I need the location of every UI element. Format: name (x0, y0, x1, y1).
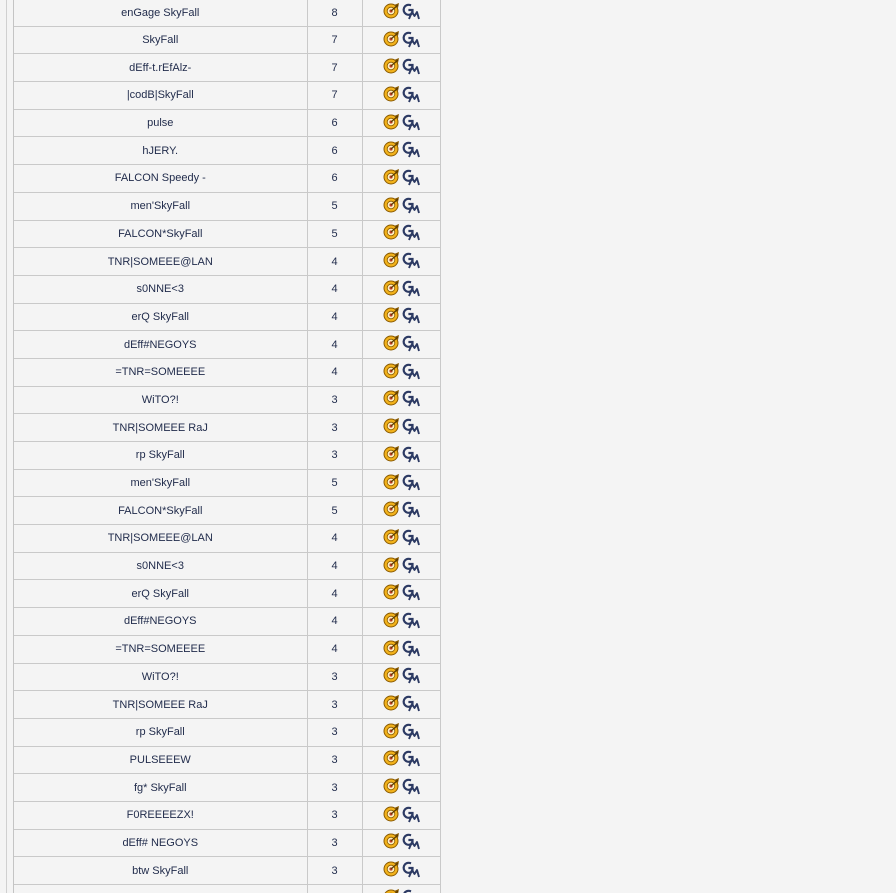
player-name-cell (14, 248, 307, 276)
gamemonitor-icon[interactable] (402, 528, 420, 546)
player-name[interactable]: =TNR=SOMEEEE (115, 366, 206, 379)
gamemonitor-icon[interactable] (402, 722, 420, 740)
actions-cell (362, 414, 440, 442)
gamemonitor-icon[interactable] (402, 500, 420, 518)
actions-cell (362, 331, 440, 359)
player-name[interactable]: enGage SkyFall (121, 6, 200, 19)
frame-border-outer (6, 0, 7, 893)
table-row (14, 774, 440, 802)
player-name[interactable]: dEff# NEGOYS (122, 836, 199, 849)
row-action-icons (383, 694, 420, 712)
score-cell: 4 (307, 635, 362, 663)
actions-cell (362, 718, 440, 746)
player-name-cell (14, 608, 307, 636)
row-action-icons (383, 749, 420, 767)
actions-cell (362, 635, 440, 663)
score-cell: 6 (307, 165, 362, 193)
player-name-cell (14, 386, 307, 414)
table-row (14, 165, 440, 193)
actions-cell (362, 220, 440, 248)
player-stats-icon[interactable] (383, 85, 401, 103)
row-action-icons (383, 860, 420, 878)
actions-cell (362, 608, 440, 636)
player-name-cell (14, 691, 307, 719)
gamemonitor-icon[interactable] (402, 473, 420, 491)
player-name-cell (14, 718, 307, 746)
table-row (14, 691, 440, 719)
score-cell: 5 (307, 497, 362, 525)
row-action-icons (383, 473, 420, 491)
player-stats-icon[interactable] (383, 722, 401, 740)
gamemonitor-icon[interactable] (402, 749, 420, 767)
player-name-cell (14, 885, 307, 893)
score-cell: 3 (307, 663, 362, 691)
actions-cell (362, 774, 440, 802)
actions-cell (362, 82, 440, 110)
row-action-icons (383, 639, 420, 657)
score-cell: 7 (307, 26, 362, 54)
table-row (14, 552, 440, 580)
score-cell: 3 (307, 801, 362, 829)
table-row (14, 358, 440, 386)
gamemonitor-icon[interactable] (402, 860, 420, 878)
table-row (14, 663, 440, 691)
actions-cell (362, 885, 440, 893)
row-action-icons (383, 805, 420, 823)
gamemonitor-icon[interactable] (402, 168, 420, 186)
player-stats-icon[interactable] (383, 528, 401, 546)
actions-cell (362, 303, 440, 331)
player-name[interactable]: s0NNE<3 (136, 560, 184, 573)
table-row (14, 275, 440, 303)
player-name-cell (14, 358, 307, 386)
row-action-icons (383, 611, 420, 629)
gamemonitor-icon[interactable] (402, 417, 420, 435)
row-action-icons (383, 556, 420, 574)
table-row (14, 137, 440, 165)
gamemonitor-icon[interactable] (402, 445, 420, 463)
row-action-icons (383, 196, 420, 214)
player-name[interactable]: TNR|SOMEEE@LAN (107, 255, 213, 268)
gamemonitor-icon[interactable] (402, 389, 420, 407)
actions-cell (362, 275, 440, 303)
player-name[interactable]: WiTO?! (141, 670, 179, 683)
table-row (14, 497, 440, 525)
player-name-cell (14, 82, 307, 110)
player-name-cell (14, 746, 307, 774)
actions-cell (362, 386, 440, 414)
player-stats-icon[interactable] (383, 445, 401, 463)
player-stats-icon[interactable] (383, 666, 401, 684)
player-name-cell (14, 331, 307, 359)
player-name[interactable]: dEff#NEGOYS (123, 615, 197, 628)
player-stats-icon[interactable] (383, 334, 401, 352)
score-cell: 4 (307, 525, 362, 553)
gamemonitor-icon[interactable] (402, 362, 420, 380)
actions-cell (362, 552, 440, 580)
row-action-icons (383, 306, 420, 324)
row-action-icons (383, 777, 420, 795)
player-stats-icon[interactable] (383, 888, 401, 893)
player-name[interactable]: s0NNE<3 (136, 283, 184, 296)
player-name[interactable]: TNR|SOMEEE RaJ (112, 698, 208, 711)
gamemonitor-icon[interactable] (402, 85, 420, 103)
player-name-cell (14, 580, 307, 608)
row-action-icons (383, 888, 420, 893)
score-cell: 5 (307, 469, 362, 497)
gamemonitor-icon[interactable] (402, 832, 420, 850)
player-name[interactable]: btw SkyFall (132, 864, 189, 877)
player-stats-icon[interactable] (383, 417, 401, 435)
player-name-cell (14, 497, 307, 525)
table-row (14, 0, 440, 26)
score-cell: 3 (307, 774, 362, 802)
row-action-icons (383, 223, 420, 241)
score-cell: 5 (307, 192, 362, 220)
player-name-cell (14, 663, 307, 691)
player-name-cell (14, 469, 307, 497)
row-action-icons (383, 666, 420, 684)
actions-cell (362, 663, 440, 691)
gamemonitor-icon[interactable] (402, 113, 420, 131)
row-action-icons (383, 168, 420, 186)
player-name-cell (14, 0, 307, 26)
table-row (14, 801, 440, 829)
actions-cell (362, 469, 440, 497)
player-stats-icon[interactable] (383, 500, 401, 518)
row-action-icons (383, 334, 420, 352)
table-row (14, 54, 440, 82)
actions-cell (362, 137, 440, 165)
gamemonitor-icon[interactable] (402, 223, 420, 241)
player-stats-icon[interactable] (383, 639, 401, 657)
player-stats-icon[interactable] (383, 777, 401, 795)
player-stats-icon[interactable] (383, 251, 401, 269)
score-cell: 3 (307, 857, 362, 885)
player-name[interactable]: FALCON*SkyFall (118, 227, 203, 240)
score-cell: 7 (307, 54, 362, 82)
gamemonitor-icon[interactable] (402, 556, 420, 574)
ranking-table-container (14, 0, 440, 893)
score-cell: 4 (307, 580, 362, 608)
player-name-cell (14, 303, 307, 331)
player-stats-icon[interactable] (383, 694, 401, 712)
gamemonitor-icon[interactable] (402, 57, 420, 75)
gamemonitor-icon[interactable] (402, 2, 420, 20)
player-name-cell (14, 801, 307, 829)
gamemonitor-icon[interactable] (402, 196, 420, 214)
player-stats-icon[interactable] (383, 168, 401, 186)
player-name-cell (14, 525, 307, 553)
score-cell: 4 (307, 608, 362, 636)
score-cell: 8 (307, 0, 362, 26)
player-name-cell (14, 137, 307, 165)
player-name[interactable]: SkyFall (142, 34, 179, 47)
player-name[interactable]: FALCON*SkyFall (118, 504, 203, 517)
row-action-icons (383, 251, 420, 269)
gamemonitor-icon[interactable] (402, 306, 420, 324)
score-cell: 6 (307, 109, 362, 137)
actions-cell (362, 165, 440, 193)
table-row (14, 109, 440, 137)
player-name[interactable]: F0REEEEZX! (126, 809, 194, 822)
table-row (14, 746, 440, 774)
player-stats-icon[interactable] (383, 362, 401, 380)
player-name-cell (14, 26, 307, 54)
actions-cell (362, 192, 440, 220)
player-name[interactable]: hJERY. (142, 144, 179, 157)
row-action-icons (383, 445, 420, 463)
table-row (14, 718, 440, 746)
player-name-cell (14, 220, 307, 248)
player-stats-icon[interactable] (383, 279, 401, 297)
player-stats-icon[interactable] (383, 306, 401, 324)
player-stats-icon[interactable] (383, 805, 401, 823)
row-action-icons (383, 389, 420, 407)
player-name[interactable]: |codB|SkyFall (126, 89, 194, 102)
player-name[interactable]: men'SkyFall (130, 477, 191, 490)
player-name[interactable]: erQ SkyFall (131, 587, 189, 600)
player-name[interactable]: pulse (147, 117, 174, 130)
actions-cell (362, 829, 440, 857)
row-action-icons (383, 528, 420, 546)
player-name-cell (14, 165, 307, 193)
table-row (14, 525, 440, 553)
player-name-cell (14, 829, 307, 857)
actions-cell (362, 857, 440, 885)
table-row (14, 885, 440, 893)
gamemonitor-icon[interactable] (402, 639, 420, 657)
gamemonitor-icon[interactable] (402, 279, 420, 297)
ranking-table-body (14, 0, 440, 893)
player-stats-icon[interactable] (383, 556, 401, 574)
score-cell: 6 (307, 137, 362, 165)
row-action-icons (383, 113, 420, 131)
score-cell: 4 (307, 303, 362, 331)
gamemonitor-icon[interactable] (402, 694, 420, 712)
score-cell: 4 (307, 275, 362, 303)
score-cell: 5 (307, 220, 362, 248)
row-action-icons (383, 417, 420, 435)
player-name-cell (14, 192, 307, 220)
gamemonitor-icon[interactable] (402, 611, 420, 629)
player-name[interactable]: dEff-t.rEfAlz- (129, 61, 192, 74)
player-stats-icon[interactable] (383, 832, 401, 850)
score-cell: 4 (307, 552, 362, 580)
actions-cell (362, 26, 440, 54)
player-stats-icon[interactable] (383, 2, 401, 20)
score-cell: 7 (307, 82, 362, 110)
gamemonitor-icon[interactable] (402, 30, 420, 48)
actions-cell (362, 0, 440, 26)
table-row (14, 469, 440, 497)
player-stats-icon[interactable] (383, 140, 401, 158)
row-action-icons (383, 85, 420, 103)
player-name-cell (14, 442, 307, 470)
ranking-table (14, 0, 441, 893)
score-cell: 4 (307, 248, 362, 276)
player-name-cell (14, 774, 307, 802)
player-name-cell (14, 857, 307, 885)
actions-cell (362, 801, 440, 829)
player-name-cell (14, 275, 307, 303)
player-name-cell (14, 552, 307, 580)
player-name[interactable]: TNR|SOMEEE RaJ (112, 421, 208, 434)
actions-cell (362, 691, 440, 719)
player-name-cell (14, 414, 307, 442)
actions-cell (362, 358, 440, 386)
player-stats-icon[interactable] (383, 30, 401, 48)
row-action-icons (383, 832, 420, 850)
row-action-icons (383, 722, 420, 740)
table-row (14, 331, 440, 359)
score-cell: 3 (307, 718, 362, 746)
score-cell: 3 (307, 386, 362, 414)
score-cell: 4 (307, 358, 362, 386)
player-stats-icon[interactable] (383, 113, 401, 131)
gamemonitor-icon[interactable] (402, 334, 420, 352)
row-action-icons (383, 30, 420, 48)
gamemonitor-icon[interactable] (402, 140, 420, 158)
score-cell: 3 (307, 414, 362, 442)
player-name[interactable]: TNR|SOMEEE@LAN (107, 532, 213, 545)
score-cell (307, 885, 362, 893)
table-row (14, 192, 440, 220)
player-name-cell (14, 635, 307, 663)
actions-cell (362, 746, 440, 774)
player-name-cell (14, 54, 307, 82)
gamemonitor-icon[interactable] (402, 251, 420, 269)
score-cell: 4 (307, 331, 362, 359)
score-cell: 3 (307, 442, 362, 470)
player-stats-icon[interactable] (383, 860, 401, 878)
gamemonitor-icon[interactable] (402, 888, 420, 893)
table-row (14, 414, 440, 442)
player-stats-icon[interactable] (383, 389, 401, 407)
player-stats-icon[interactable] (383, 57, 401, 75)
row-action-icons (383, 500, 420, 518)
gamemonitor-icon[interactable] (402, 805, 420, 823)
player-stats-icon[interactable] (383, 749, 401, 767)
row-action-icons (383, 583, 420, 601)
table-row (14, 82, 440, 110)
row-action-icons (383, 140, 420, 158)
player-name[interactable]: erQ SkyFall (131, 310, 189, 323)
player-name[interactable]: dEff#NEGOYS (123, 338, 197, 351)
player-stats-icon[interactable] (383, 583, 401, 601)
actions-cell (362, 54, 440, 82)
player-name[interactable]: WiTO?! (141, 393, 179, 406)
score-cell: 3 (307, 746, 362, 774)
table-row (14, 442, 440, 470)
table-row (14, 26, 440, 54)
table-row (14, 248, 440, 276)
row-action-icons (383, 57, 420, 75)
table-row (14, 635, 440, 663)
actions-cell (362, 442, 440, 470)
row-action-icons (383, 2, 420, 20)
table-row (14, 386, 440, 414)
actions-cell (362, 525, 440, 553)
score-cell: 3 (307, 829, 362, 857)
player-name[interactable]: rp SkyFall (135, 449, 185, 462)
player-stats-icon[interactable] (383, 223, 401, 241)
actions-cell (362, 580, 440, 608)
gamemonitor-icon[interactable] (402, 777, 420, 795)
table-row (14, 608, 440, 636)
actions-cell (362, 248, 440, 276)
player-name[interactable]: PULSEEEW (129, 753, 191, 766)
table-row (14, 303, 440, 331)
player-stats-icon[interactable] (383, 611, 401, 629)
player-stats-icon[interactable] (383, 196, 401, 214)
gamemonitor-icon[interactable] (402, 666, 420, 684)
table-row (14, 220, 440, 248)
table-row (14, 857, 440, 885)
player-name[interactable]: men'SkyFall (130, 200, 191, 213)
row-action-icons (383, 279, 420, 297)
actions-cell (362, 109, 440, 137)
player-name[interactable]: rp SkyFall (135, 726, 185, 739)
score-cell: 3 (307, 691, 362, 719)
player-stats-icon[interactable] (383, 473, 401, 491)
actions-cell (362, 497, 440, 525)
player-name[interactable]: fg* SkyFall (133, 781, 187, 794)
player-name[interactable]: FALCON Speedy - (114, 172, 206, 185)
player-name-cell (14, 109, 307, 137)
table-row (14, 829, 440, 857)
table-row (14, 580, 440, 608)
gamemonitor-icon[interactable] (402, 583, 420, 601)
player-name[interactable]: =TNR=SOMEEEE (115, 643, 206, 656)
row-action-icons (383, 362, 420, 380)
